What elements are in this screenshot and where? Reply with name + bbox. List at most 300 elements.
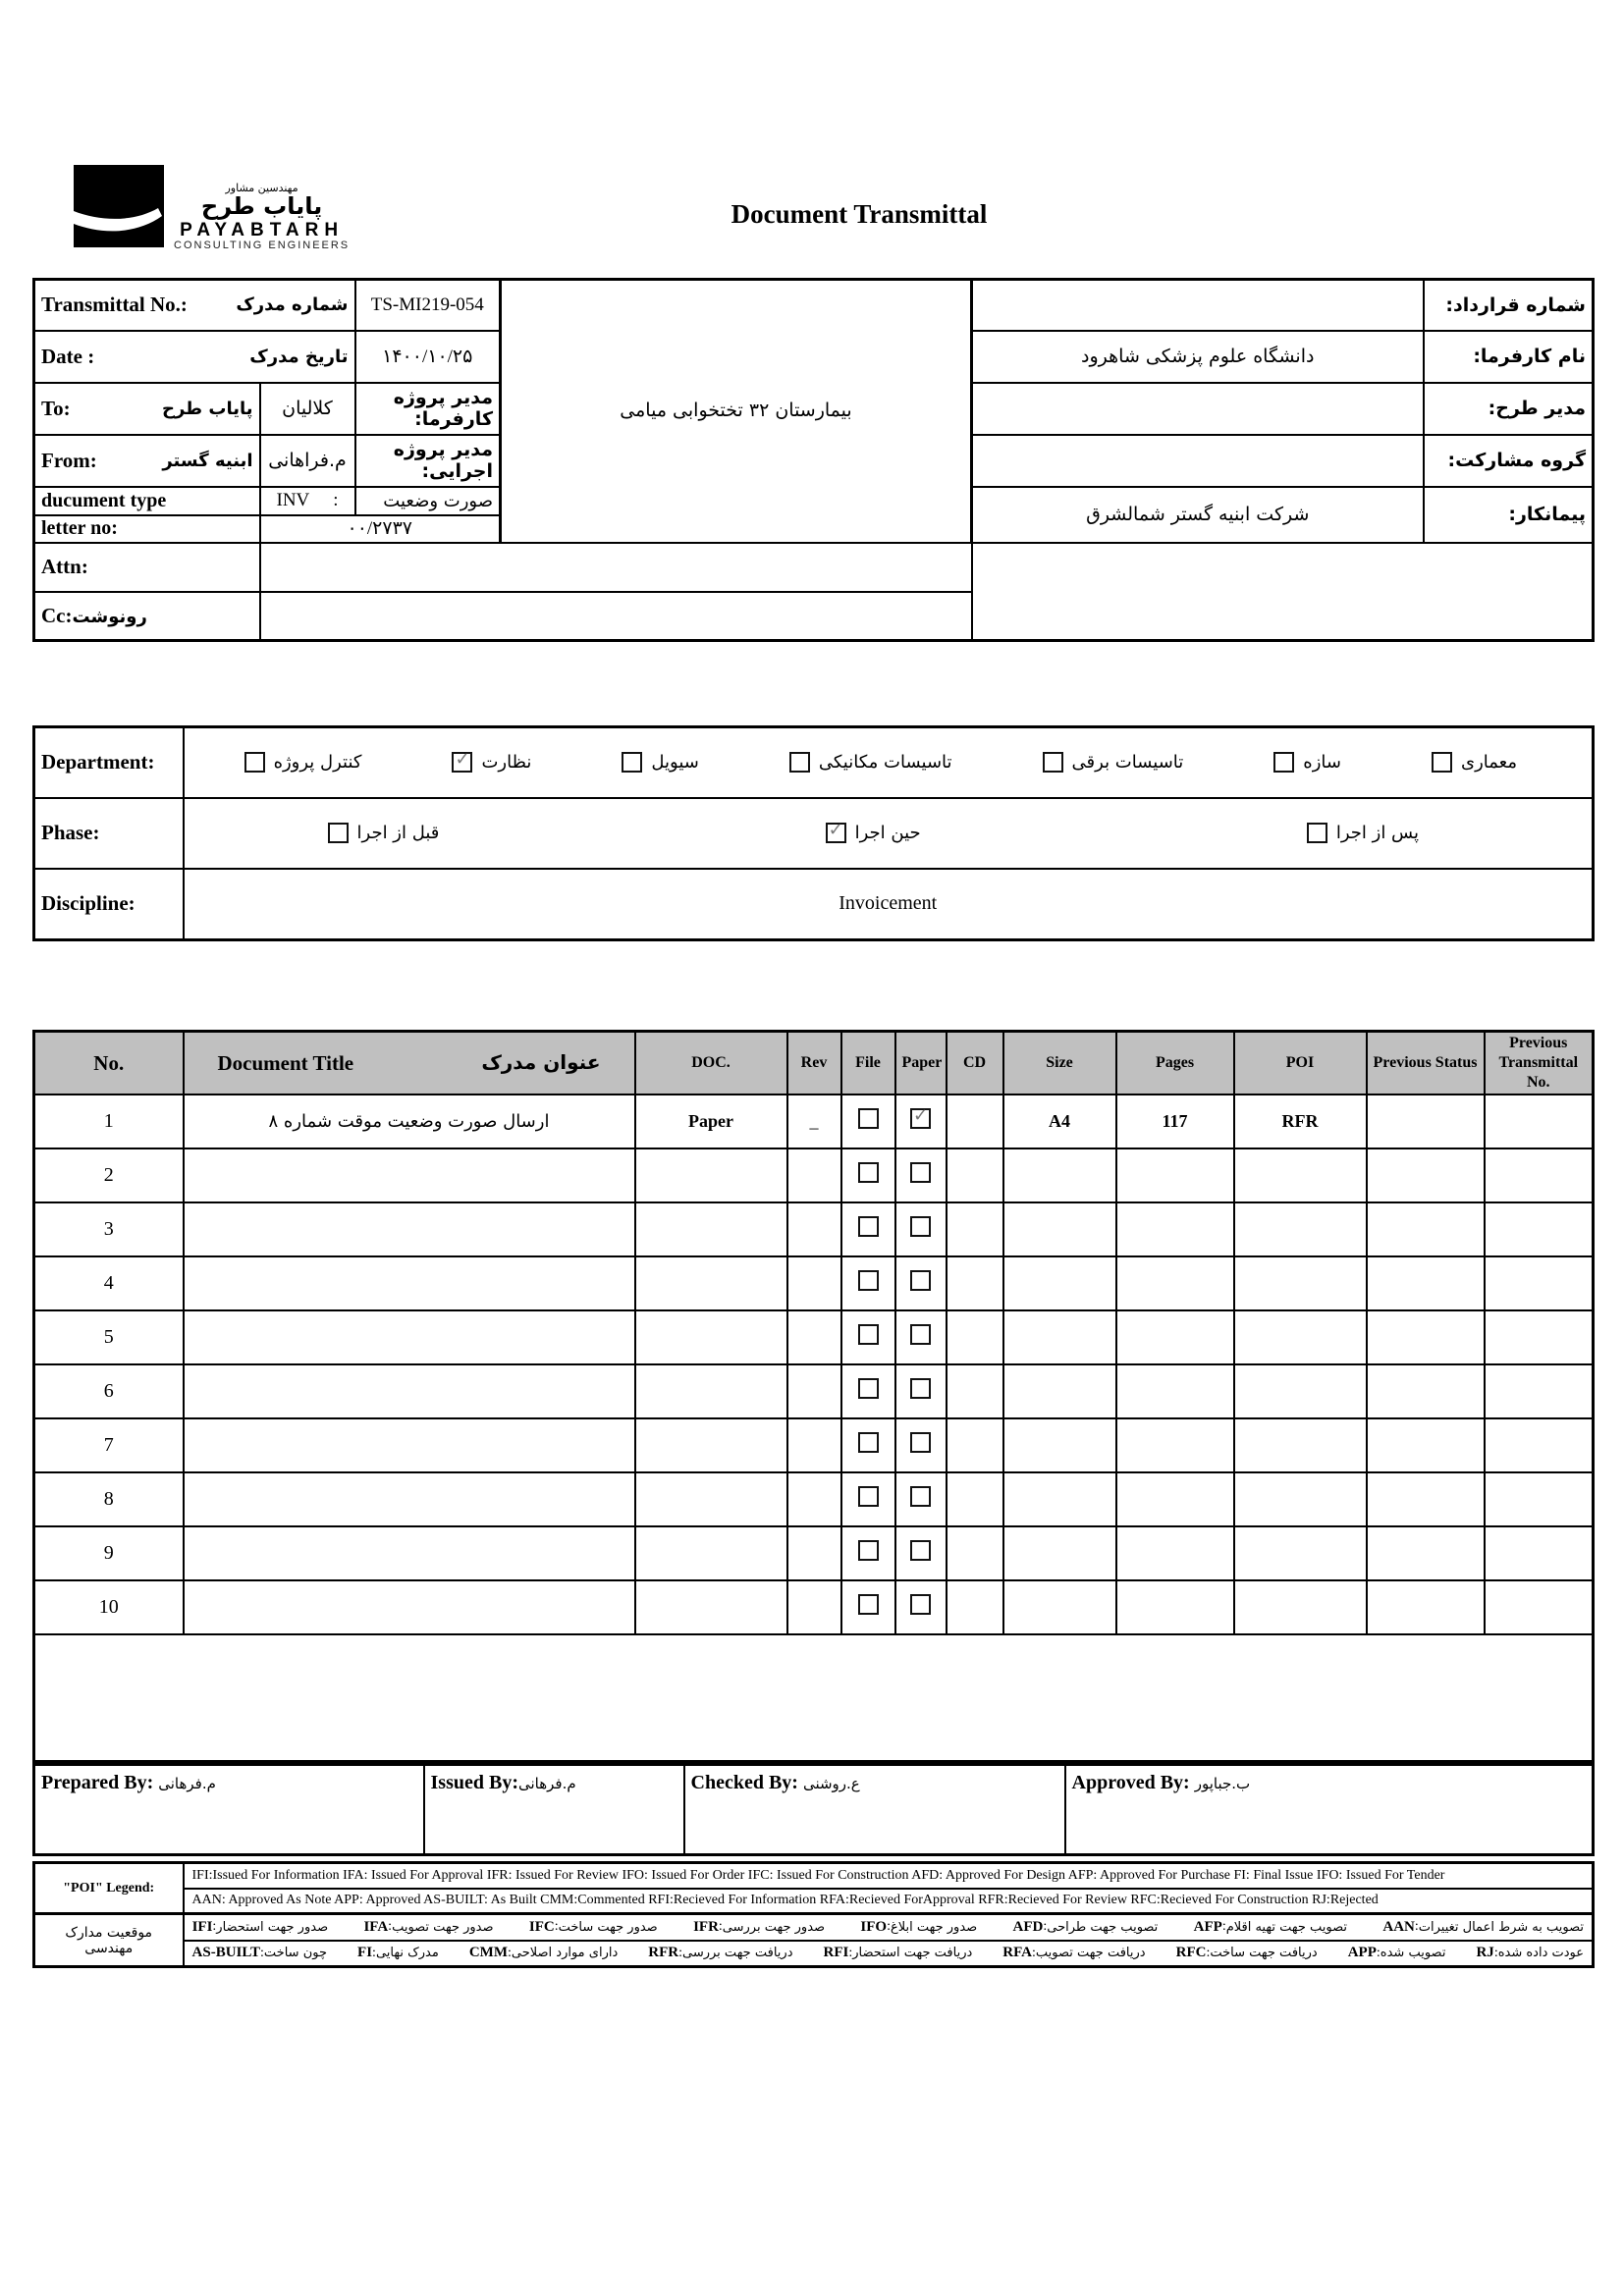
doc-row-file [841, 1526, 895, 1580]
doc-row-prev-transmittal [1485, 1202, 1594, 1256]
doc-row-file-checkbox[interactable] [858, 1540, 879, 1561]
department-option [622, 752, 698, 773]
col-header-file: File [841, 1032, 895, 1095]
doc-row-doc [635, 1310, 787, 1364]
doc-row-title [184, 1202, 635, 1256]
doc-row-cd [947, 1418, 1003, 1472]
department-label-cell [34, 727, 184, 798]
col-header-no: No. [34, 1032, 184, 1095]
poi-legend-item-code: RFC [1175, 1945, 1207, 1961]
doc-row-prev-status [1367, 1526, 1485, 1580]
doc-row-title [184, 1580, 635, 1634]
transmittal-no-value: TS-MI219-054 [355, 280, 501, 331]
doc-row-file [841, 1256, 895, 1310]
from-label: From: [41, 448, 97, 472]
doc-row-cd [947, 1526, 1003, 1580]
department-option-label: سازه [1303, 752, 1341, 774]
cc-label-cell [34, 592, 260, 641]
doc-row-poi [1234, 1364, 1367, 1418]
doc-row-paper [895, 1526, 947, 1580]
doc-row-title [184, 1256, 635, 1310]
doc-row-pages: 117 [1116, 1095, 1234, 1148]
issued-by-cell [424, 1765, 684, 1855]
doc-row-rev [787, 1418, 841, 1472]
poi-legend-item-colon: : [848, 1945, 853, 1960]
doc-row-file-checkbox[interactable] [858, 1324, 879, 1345]
issued-by-label: Issued By: [430, 1772, 518, 1793]
doc-row-paper-checkbox[interactable] [910, 1162, 931, 1183]
poi-legend-item-text: دریافت جهت استحضار [852, 1946, 973, 1961]
approved-by-cell [1065, 1765, 1594, 1855]
doc-type-label: ducument type [41, 489, 167, 511]
doc-row-paper [895, 1148, 947, 1202]
doc-row-poi [1234, 1580, 1367, 1634]
doc-row-paper-checkbox[interactable] [910, 1216, 931, 1237]
doc-row-prev-status [1367, 1364, 1485, 1418]
poi-legend-fa-line2 [192, 1945, 1585, 1961]
doc-row-paper-checkbox[interactable] [910, 1324, 931, 1345]
doc-row-title: ارسال صورت وضعیت موقت شماره ۸ [184, 1095, 635, 1148]
doc-row-file [841, 1202, 895, 1256]
doc-row-no: 7 [34, 1418, 184, 1472]
document-list-table [32, 1030, 1595, 1763]
contractor-label: پیمانکار: [1424, 487, 1594, 543]
doc-row-pages [1116, 1472, 1234, 1526]
phase-checkbox[interactable] [328, 823, 349, 843]
checked-by-cell [684, 1765, 1065, 1855]
prepared-by-label: Prepared By: [41, 1772, 154, 1793]
checked-by-name: ع.روشنی [802, 1775, 860, 1792]
doc-row-size [1003, 1526, 1116, 1580]
doc-row-rev [787, 1202, 841, 1256]
discipline-label: Discipline: [41, 891, 135, 916]
contract-no-value [972, 280, 1424, 331]
approved-by-name: ب.جباپور [1194, 1775, 1251, 1792]
doc-row-file [841, 1472, 895, 1526]
poi-legend-item-colon: : [260, 1945, 264, 1960]
contract-no-label: شماره قرارداد: [1424, 280, 1594, 331]
department-options [190, 752, 1587, 773]
attn-label-cell [34, 543, 260, 592]
doc-row-paper-checkbox[interactable] [910, 1270, 931, 1291]
doc-row-poi [1234, 1418, 1367, 1472]
doc-row-title [184, 1310, 635, 1364]
transmittal-no-label-fa: شماره مدرک [236, 294, 349, 316]
doc-row-poi: RFR [1234, 1095, 1367, 1148]
doc-row-paper-checkbox[interactable] [910, 1486, 931, 1507]
prepared-by-cell [34, 1765, 424, 1855]
phase-option [328, 823, 440, 843]
doc-row-file [841, 1580, 895, 1634]
phase-option-label: پس از اجرا [1335, 823, 1419, 843]
doc-table-row [34, 1095, 1594, 1148]
doc-row-prev-status [1367, 1256, 1485, 1310]
poi-legend-item-colon: : [372, 1945, 376, 1960]
doc-row-no: 9 [34, 1526, 184, 1580]
department-option-label: تاسیسات مکانیکی [818, 752, 952, 774]
project-name-cell [501, 280, 972, 543]
poi-legend-item-text: دریافت جهت بررسی [682, 1946, 793, 1961]
phase-options-cell [184, 798, 1594, 869]
department-option [452, 752, 531, 773]
poi-legend-item-text: تصویب جهت تهیه اقلام [1225, 1919, 1348, 1935]
doc-row-size: A4 [1003, 1095, 1116, 1148]
doc-row-poi [1234, 1472, 1367, 1526]
department-checkbox[interactable] [1432, 752, 1452, 773]
poi-legend-item [824, 1945, 973, 1961]
doc-row-prev-transmittal [1485, 1256, 1594, 1310]
poi-legend-item [529, 1919, 658, 1936]
poi-legend-fa-line2-cell [184, 1941, 1594, 1967]
page-title: Document Transmittal [731, 199, 988, 229]
from-person: م.فراهانی [260, 435, 355, 487]
doc-row-rev: _ [787, 1095, 841, 1148]
checked-by-label: Checked By: [690, 1772, 798, 1793]
poi-legend-item-colon: : [388, 1919, 393, 1935]
poi-legend-item-colon: : [887, 1919, 891, 1935]
poi-legend-item-code: FI [357, 1945, 373, 1961]
doc-row-pages [1116, 1202, 1234, 1256]
doc-table-row [34, 1472, 1594, 1526]
doc-row-prev-transmittal [1485, 1472, 1594, 1526]
doc-table-row [34, 1526, 1594, 1580]
poi-legend-item [1194, 1919, 1347, 1936]
doc-row-paper [895, 1472, 947, 1526]
design-manager-label: مدیر طرح: [1424, 383, 1594, 435]
doc-table-row [34, 1418, 1594, 1472]
doc-row-paper [895, 1364, 947, 1418]
doc-row-paper-checkbox[interactable] [910, 1378, 931, 1399]
doc-row-paper [895, 1202, 947, 1256]
col-header-prev-transmittal: Previous Transmittal No. [1485, 1032, 1594, 1095]
transmittal-no-label-cell [34, 280, 355, 331]
doc-row-pages [1116, 1310, 1234, 1364]
poi-legend-en-line1: IFI:Issued For Information IFA: Issued For Approval IFR: Issued For Review IFO: Issued For Order IFC: Issued For Construction AFD: Approved For Design AFP: Approved For Purchase FI: Final Issue IFO: Issued For Tender [184, 1863, 1594, 1889]
doc-row-file-checkbox[interactable] [858, 1378, 879, 1399]
classification-table [32, 725, 1595, 941]
doc-table-row [34, 1580, 1594, 1634]
department-checkbox[interactable] [244, 752, 265, 773]
company-fa-name: پایاب طرح [200, 191, 323, 220]
department-option [1043, 752, 1184, 773]
department-option-label: سیویل [651, 752, 699, 774]
client-name-value: دانشگاه علوم پزشکی شاهرود [972, 331, 1424, 383]
doc-row-prev-transmittal [1485, 1418, 1594, 1472]
to-cell [34, 383, 260, 435]
poi-legend-item [192, 1945, 327, 1961]
phase-checkbox[interactable] [826, 823, 846, 843]
poi-legend-fa-line1-cell [184, 1914, 1594, 1941]
doc-row-paper [895, 1418, 947, 1472]
doc-row-title [184, 1364, 635, 1418]
department-checkbox[interactable] [452, 752, 472, 773]
doc-row-pages [1116, 1580, 1234, 1634]
poi-legend-item [1348, 1945, 1446, 1961]
poi-legend-item-text: عودت داده شده [1497, 1946, 1584, 1961]
doc-row-doc [635, 1580, 787, 1634]
poi-legend-item [1013, 1919, 1159, 1936]
poi-legend-item-colon: : [554, 1919, 559, 1935]
poi-legend-item-colon: : [507, 1945, 512, 1960]
col-header-paper: Paper [895, 1032, 947, 1095]
department-option-label: معماری [1461, 752, 1517, 774]
doc-row-file-checkbox[interactable] [858, 1432, 879, 1453]
page-header [0, 0, 1624, 278]
doc-row-poi [1234, 1202, 1367, 1256]
doc-row-no: 4 [34, 1256, 184, 1310]
doc-row-file-checkbox[interactable] [858, 1486, 879, 1507]
col-header-rev: Rev [787, 1032, 841, 1095]
department-checkbox[interactable] [1273, 752, 1294, 773]
department-checkbox[interactable] [789, 752, 810, 773]
col-header-doc: DOC. [635, 1032, 787, 1095]
doc-row-rev [787, 1526, 841, 1580]
doc-row-file-checkbox[interactable] [858, 1108, 879, 1129]
design-manager-value [972, 383, 1424, 435]
poi-legend-item-colon: : [1414, 1919, 1419, 1935]
doc-row-rev [787, 1364, 841, 1418]
poi-legend-item-colon: : [1032, 1945, 1036, 1960]
doc-row-prev-status [1367, 1472, 1485, 1526]
doc-row-paper-checkbox[interactable] [910, 1594, 931, 1615]
poi-legend-item-colon: : [1493, 1945, 1498, 1960]
doc-row-prev-transmittal [1485, 1580, 1594, 1634]
doc-row-cd [947, 1202, 1003, 1256]
signatures-table [32, 1763, 1595, 1856]
doc-row-cd [947, 1364, 1003, 1418]
poi-legend-en-line2: AAN: Approved As Note APP: Approved AS-BUILT: As Built CMM:Commented RFI:Recieved For Information RFA:Recieved ForApproval RFR:Recieved For Review RFC:Recieved For Construction RJ:Rejected [184, 1889, 1594, 1914]
doc-row-cd [947, 1148, 1003, 1202]
doc-row-paper-checkbox[interactable] [910, 1432, 931, 1453]
poi-legend-item-text: صدور جهت ساخت [558, 1919, 658, 1935]
project-name: بیمارستان ۳۲ تختخوابی میامی [620, 400, 852, 422]
poi-legend-item [192, 1919, 329, 1936]
poi-legend-item-colon: : [212, 1919, 217, 1935]
cc-value-cell [260, 592, 972, 641]
poi-legend-item-code: RFA [1002, 1945, 1033, 1961]
doc-row-paper [895, 1580, 947, 1634]
discipline-label-cell [34, 869, 184, 940]
department-option-label: تاسیسات برقی [1071, 752, 1184, 774]
doc-row-file-checkbox[interactable] [858, 1162, 879, 1183]
doc-row-rev [787, 1256, 841, 1310]
doc-row-size [1003, 1256, 1116, 1310]
poi-legend-item [469, 1945, 618, 1961]
poi-legend-item-code: RJ [1476, 1945, 1494, 1961]
doc-row-cd [947, 1472, 1003, 1526]
doc-type-label-cell [34, 487, 260, 515]
client-name-label: نام کارفرما: [1424, 331, 1594, 383]
doc-table-row [34, 1256, 1594, 1310]
doc-row-title [184, 1418, 635, 1472]
poi-legend-item-colon: : [1206, 1945, 1211, 1960]
client-pm-label: مدیر پروژه کارفرما: [355, 383, 501, 435]
doc-row-no: 1 [34, 1095, 184, 1148]
doc-row-file-checkbox[interactable] [858, 1216, 879, 1237]
phase-label-cell [34, 798, 184, 869]
letter-no-label: letter no: [41, 517, 118, 539]
doc-row-no: 2 [34, 1148, 184, 1202]
doc-row-prev-transmittal [1485, 1526, 1594, 1580]
poi-legend-table [32, 1861, 1595, 1968]
doc-row-pages [1116, 1418, 1234, 1472]
approved-by-label: Approved By: [1071, 1772, 1190, 1793]
poi-legend-item-code: APP [1347, 1945, 1377, 1961]
doc-row-size [1003, 1580, 1116, 1634]
poi-legend-item-code: RFR [648, 1945, 679, 1961]
poi-legend-item-text: چون ساخت [263, 1946, 328, 1961]
letter-no-value: ۰۰/۲۷۳۷ [260, 515, 501, 543]
department-option [244, 752, 362, 773]
doc-row-doc [635, 1148, 787, 1202]
poi-legend-item-code: AS-BUILT [191, 1945, 261, 1961]
doc-row-size [1003, 1148, 1116, 1202]
doc-row-prev-transmittal [1485, 1310, 1594, 1364]
doc-type-fa: صورت وضعیت [355, 487, 501, 515]
exec-pm-label: مدیر پروژه اجرایی: [355, 435, 501, 487]
doc-row-size [1003, 1310, 1116, 1364]
doc-row-rev [787, 1580, 841, 1634]
empty-notes-area [34, 1634, 1594, 1762]
doc-row-prev-status [1367, 1095, 1485, 1148]
doc-type-value: INV [276, 490, 310, 510]
department-option-label: نظارت [481, 752, 532, 774]
phase-checkbox[interactable] [1307, 823, 1327, 843]
poi-legend-item [357, 1945, 439, 1961]
poi-legend-item-code: IFC [528, 1918, 555, 1935]
department-checkbox[interactable] [622, 752, 642, 773]
date-value: ۱۴۰۰/۱۰/۲۵ [355, 331, 501, 383]
doc-row-prev-status [1367, 1580, 1485, 1634]
department-label: Department: [41, 750, 155, 774]
date-label-fa: تاریخ مدرک [249, 346, 349, 367]
doc-row-paper-checkbox[interactable] [910, 1108, 931, 1129]
doc-row-size [1003, 1418, 1116, 1472]
transmittal-info-table [32, 278, 1595, 642]
doc-type-value-cell [260, 487, 355, 515]
phase-options [190, 823, 1587, 843]
department-checkbox[interactable] [1043, 752, 1063, 773]
phase-option [826, 823, 921, 843]
doc-row-paper [895, 1310, 947, 1364]
date-label-en: Date : [41, 344, 95, 368]
doc-row-prev-status [1367, 1202, 1485, 1256]
doc-row-rev [787, 1310, 841, 1364]
doc-row-file-checkbox[interactable] [858, 1594, 879, 1615]
poi-legend-item-text: صدور جهت استحضار [216, 1919, 329, 1935]
poi-legend-label: "POI" Legend: [34, 1863, 184, 1914]
doc-row-prev-transmittal [1485, 1095, 1594, 1148]
col-header-pages: Pages [1116, 1032, 1234, 1095]
poi-legend-item-text: دارای موارد اصلاحی [511, 1946, 619, 1961]
department-option-label: کنترل پروژه [273, 752, 362, 774]
poi-legend-item-text: مدرک نهایی [375, 1946, 439, 1961]
from-cell [34, 435, 260, 487]
phase-option-label: حین اجرا [854, 823, 921, 843]
doc-row-file [841, 1418, 895, 1472]
doc-row-no: 3 [34, 1202, 184, 1256]
doc-row-pages [1116, 1256, 1234, 1310]
discipline-value: Invoicement [184, 869, 1594, 940]
doc-row-prev-transmittal [1485, 1148, 1594, 1202]
to-person: کلالیان [260, 383, 355, 435]
doc-row-poi [1234, 1256, 1367, 1310]
doc-row-doc: Paper [635, 1095, 787, 1148]
doc-row-doc [635, 1364, 787, 1418]
poi-legend-item-text: دریافت جهت تصویب [1035, 1946, 1146, 1961]
poi-legend-item-code: AFD [1012, 1918, 1044, 1935]
poi-legend-item-colon: : [1043, 1919, 1048, 1935]
doc-row-paper-checkbox[interactable] [910, 1540, 931, 1561]
poi-legend-item [1382, 1919, 1584, 1936]
department-options-cell [184, 727, 1594, 798]
doc-row-prev-status [1367, 1148, 1485, 1202]
poi-legend-item-code: IFA [363, 1918, 389, 1935]
company-en-subtitle: CONSULTING ENGINEERS [174, 239, 351, 251]
doc-row-pages [1116, 1526, 1234, 1580]
poi-legend-item [1176, 1945, 1318, 1961]
poi-legend-item [860, 1919, 977, 1936]
poi-legend-item [1476, 1945, 1584, 1961]
doc-row-size [1003, 1364, 1116, 1418]
doc-row-cd [947, 1095, 1003, 1148]
poi-legend-item-text: تصویب به شرط اعمال تغییرات [1418, 1919, 1584, 1935]
attn-value-cell [260, 543, 972, 592]
company-fa-tagline: مهندسین مشاور [225, 182, 298, 194]
poi-legend-item-text: تصویب شده [1380, 1946, 1446, 1961]
doc-row-poi [1234, 1526, 1367, 1580]
doc-row-file [841, 1148, 895, 1202]
department-option [789, 752, 952, 773]
poi-legend-item-code: RFI [823, 1945, 849, 1961]
doc-row-cd [947, 1580, 1003, 1634]
doc-row-cd [947, 1310, 1003, 1364]
doc-row-rev [787, 1472, 841, 1526]
transmittal-no-label-en: Transmittal No.: [41, 293, 188, 317]
doc-row-file [841, 1310, 895, 1364]
doc-row-no: 10 [34, 1580, 184, 1634]
poi-legend-item-text: صدور جهت ابلاغ [890, 1919, 978, 1935]
col-header-title [184, 1032, 635, 1095]
attn-label: Attn: [41, 555, 88, 578]
doc-row-rev [787, 1148, 841, 1202]
col-header-title-fa: عنوان مدرک [481, 1050, 601, 1075]
col-header-size: Size [1003, 1032, 1116, 1095]
poi-legend-item-colon: : [1376, 1945, 1380, 1960]
date-label-cell [34, 331, 355, 383]
doc-row-file [841, 1095, 895, 1148]
doc-row-size [1003, 1202, 1116, 1256]
doc-row-doc [635, 1202, 787, 1256]
prepared-by-name: م.فرهانی [158, 1775, 216, 1792]
poi-legend-fa-line1 [192, 1919, 1585, 1936]
doc-row-title [184, 1526, 635, 1580]
doc-row-file-checkbox[interactable] [858, 1270, 879, 1291]
to-value: پایاب طرح [161, 398, 253, 419]
col-header-cd: CD [947, 1032, 1003, 1095]
col-header-poi: POI [1234, 1032, 1367, 1095]
poi-legend-item-code: CMM [468, 1945, 508, 1961]
poi-legend-item [648, 1945, 792, 1961]
poi-legend-item [1002, 1945, 1145, 1961]
doc-row-paper [895, 1095, 947, 1148]
doc-row-pages [1116, 1148, 1234, 1202]
col-header-title-en: Document Title [217, 1050, 354, 1075]
from-value: ابنیه گستر [162, 450, 253, 471]
phase-option-label: قبل از اجرا [356, 823, 440, 843]
poi-legend-item-text: دریافت جهت ساخت [1210, 1946, 1318, 1961]
doc-row-doc [635, 1418, 787, 1472]
